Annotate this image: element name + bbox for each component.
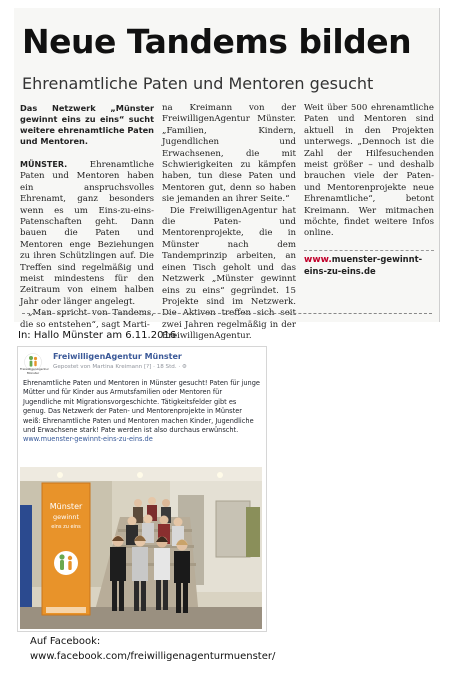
article-web-link[interactable] [304,250,434,277]
article-column-1 [20,103,154,331]
article-lead: Das Netzwerk „Münster gewinnt eins zu eins“ sucht weitere ehrenamtliche Paten und Mentoren. [20,103,154,146]
facebook-post-photo[interactable] [20,467,262,629]
group-photo [20,467,262,629]
article-paragraph: „Man spricht von Tandems, die so entstehen“, sagt Marti- [20,308,154,330]
facebook-post-meta: Gepostet von Martina Kreimann [?] · 18 Std. · ⚙ [53,364,187,370]
article-dateline: MÜNSTER. [20,160,68,169]
article-paragraph: na Kreimann von der FreiwilligenAgentur Münster. „Familien, Kindern, Jugendlichen und Erwachsenen, die mit Schwierigkeiten zu kämpfen haben, tun diese Paten und Mentoren gut, denn so haben sie jemanden an ihrer Seite.“ [162,103,296,205]
post-link[interactable]: www.muenster-gewinnt-eins-zu-eins.de [23,435,153,444]
clipping-bottom-rule [22,313,432,314]
facebook-caption-url[interactable]: www.facebook.com/freiwilligenagenturmuenster/ [30,651,276,662]
article-paragraph: Weit über 500 ehrenamtliche Paten und Mentoren sind aktuell in den Projekten unterwegs. „Dennoch ist die Zahl der Hilfesuchenden meist größer – und deshalb brauchen viele der Paten- und Mentorenprojekte neue Ehrenamtliche“, betont Kreimann. Wer mitmachen möchte, findet weitere Infos online. [304,103,434,239]
banner-line: eins zu eins [51,524,81,530]
facebook-page-name[interactable]: FreiwilligenAgentur Münster [53,352,182,361]
source-caption: In: Hallo Münster am 6.11.2016 [18,330,177,341]
post-body: Ehrenamtliche Paten und Mentoren in Münster gesucht! Paten für junge Mütter und für Kinder aus Armutsfamilien oder Mentoren für Jugendliche mit Migrationsvorgeschichte. Tätigkeitsfelder gibt es genug. Das Netzwerk der Paten- und Mentorenprojekte in Münster weiß: Ehrenamtliche Paten und Mentoren machen Kinder, Jugendliche und Erwachsene stark! Pate werden ist also durchaus erwünscht. [23,379,260,435]
article-text: Ehrenamtliche Paten und Mentoren haben ein anspruchsvolles Ehrenamt, ganz besonders wenn es um Eins-zu-eins-Patenschaften geht. Dann bauen die Paten und Mentoren enge Beziehungen zu ihren Schützlingen auf. Die Treffen sind regelmäßig und meist mindestens für den Zeitraum von einem halben Jahr oder länger angelegt. [20,160,154,307]
article-column-3 [304,103,434,240]
web-prefix: www. [304,255,332,265]
netzwerk-banner [42,483,90,615]
logo-caption: FreiwilligenAgentur Münster [20,367,49,375]
article-paragraph: Die FreiwilligenAgentur hat die Paten- und Mentorenprojekte, die in Münster nach dem Tandemprinzip arbeiten, an einen Tisch geholt und das Netzwerk „Münster gewinnt eins zu eins“ gegründet. 15 Projekte sind im Netzwerk. Die Aktiven treffen sich seit zwei Jahren regelmäßig in der FreiwilligenAgentur. [162,205,296,342]
facebook-post-text [23,379,261,445]
facebook-caption-label: Auf Facebook: [30,636,101,647]
web-domain: muenster-gewinnt-eins-zu-eins.de [304,254,423,276]
banner-line: Münster [49,502,83,511]
article-column-2 [162,103,296,343]
article-subheadline: Ehrenamtliche Paten und Mentoren gesucht [22,74,374,93]
article-headline: Neue Tandems bilden [22,22,412,61]
banner-line: gewinnt [52,513,80,521]
clipping-edge [439,8,440,322]
facebook-post [17,346,267,632]
facebook-caption [30,634,275,664]
article-paragraph [20,159,154,308]
